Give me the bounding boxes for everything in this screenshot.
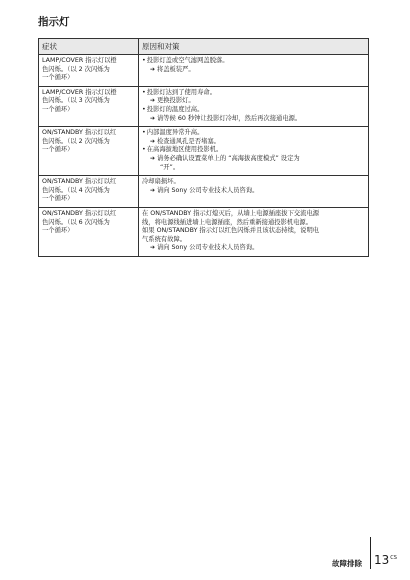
symptom-line: 一个循环） bbox=[42, 105, 74, 113]
cause-item: • 投影灯的温度过高。 bbox=[142, 106, 365, 115]
cause-remedy-cell bbox=[139, 127, 369, 176]
cause-text: 在 ON/STANDBY 指示灯熄灭后，从墙上电源插座拔下交流电源 bbox=[142, 209, 320, 217]
cause-text: “开”。 bbox=[160, 163, 180, 171]
header-cause-remedy: 原因和对策 bbox=[139, 39, 369, 55]
header-symptom: 症状 bbox=[39, 39, 139, 55]
cause-text: 气系统有故障。 bbox=[142, 235, 187, 243]
remedy-item: ➔ 将盖板装严。 bbox=[142, 66, 365, 75]
remedy-item: ➔ 请向 Sony 公司专业技术人员咨询。 bbox=[142, 244, 365, 253]
indicator-table bbox=[38, 38, 369, 257]
table-header-row bbox=[39, 39, 369, 55]
symptom-line: LAMP/COVER 指示灯以橙 bbox=[42, 57, 117, 64]
remedy-item: ➔ 请等候 60 秒钟让投影灯冷却，然后再次接通电源。 bbox=[142, 115, 365, 124]
page-number bbox=[374, 553, 397, 567]
cause-remedy-cell bbox=[139, 86, 369, 126]
page-number-value: 13 bbox=[374, 553, 390, 567]
symptom-line: 色闪烁。（以 4 次闪烁为 bbox=[42, 186, 110, 194]
footer-divider bbox=[370, 537, 371, 569]
symptom-cell bbox=[39, 86, 139, 126]
cause-text: 线，将电源线插进墙上电源插座，然后重新接通投影机电源。 bbox=[142, 218, 313, 226]
cause-item: • 内部温度异常升高。 bbox=[142, 129, 365, 138]
page-number-suffix: CS bbox=[390, 555, 397, 561]
symptom-line: 色闪烁。（以 2 次闪烁为 bbox=[42, 137, 110, 145]
remedy-item: ➔ 请向 Sony 公司专业技术人员咨询。 bbox=[142, 187, 365, 196]
footer-chapter-label: 故障排除 bbox=[332, 559, 362, 568]
cause-item: • 投影灯盖或空气滤网盖脱落。 bbox=[142, 57, 365, 66]
cause-remedy-cell bbox=[139, 55, 369, 87]
cause-text: 冷却扇损坏。 bbox=[142, 178, 180, 186]
remedy-item: ➔ 更换投影灯。 bbox=[142, 97, 365, 106]
symptom-cell bbox=[39, 127, 139, 176]
table-row bbox=[39, 86, 369, 126]
table-row bbox=[39, 176, 369, 208]
symptom-line: 一个循环） bbox=[42, 195, 74, 203]
remedy-item: ➔ 请务必确认设置菜单上的 “高海拔高度模式” 设定为 bbox=[142, 155, 365, 164]
symptom-line: 一个循环） bbox=[42, 227, 74, 235]
symptom-cell bbox=[39, 55, 139, 87]
symptom-line: 色闪烁。（以 2 次闪烁为 bbox=[42, 65, 110, 73]
table-row bbox=[39, 55, 369, 87]
cause-text: 如果 ON/STANDBY 指示灯以红色闪烁并且该状态持续，说明电 bbox=[142, 227, 320, 235]
table-row bbox=[39, 127, 369, 176]
cause-remedy-cell bbox=[139, 176, 369, 208]
symptom-cell bbox=[39, 207, 139, 256]
symptom-line: 色闪烁。（以 3 次闪烁为 bbox=[42, 97, 110, 105]
symptom-line: 色闪烁。（以 6 次闪烁为 bbox=[42, 218, 110, 226]
symptom-line: 一个循环） bbox=[42, 146, 74, 154]
symptom-cell bbox=[39, 176, 139, 208]
cause-item: • 投影灯达到了使用寿命。 bbox=[142, 89, 365, 98]
symptom-line: 一个循环） bbox=[42, 74, 74, 82]
symptom-line: ON/STANDBY 指示灯以红 bbox=[42, 209, 117, 217]
symptom-line: LAMP/COVER 指示灯以橙 bbox=[42, 88, 117, 96]
section-title: 指示灯 bbox=[38, 16, 70, 28]
table-row bbox=[39, 207, 369, 256]
symptom-line: ON/STANDBY 指示灯以红 bbox=[42, 178, 117, 186]
cause-item: • 在高海拔地区使用投影机。 bbox=[142, 146, 365, 155]
symptom-line: ON/STANDBY 指示灯以红 bbox=[42, 129, 117, 137]
remedy-item: ➔ 检查通风孔是否堵塞。 bbox=[142, 138, 365, 147]
table-body bbox=[39, 55, 369, 257]
cause-remedy-cell bbox=[139, 207, 369, 256]
